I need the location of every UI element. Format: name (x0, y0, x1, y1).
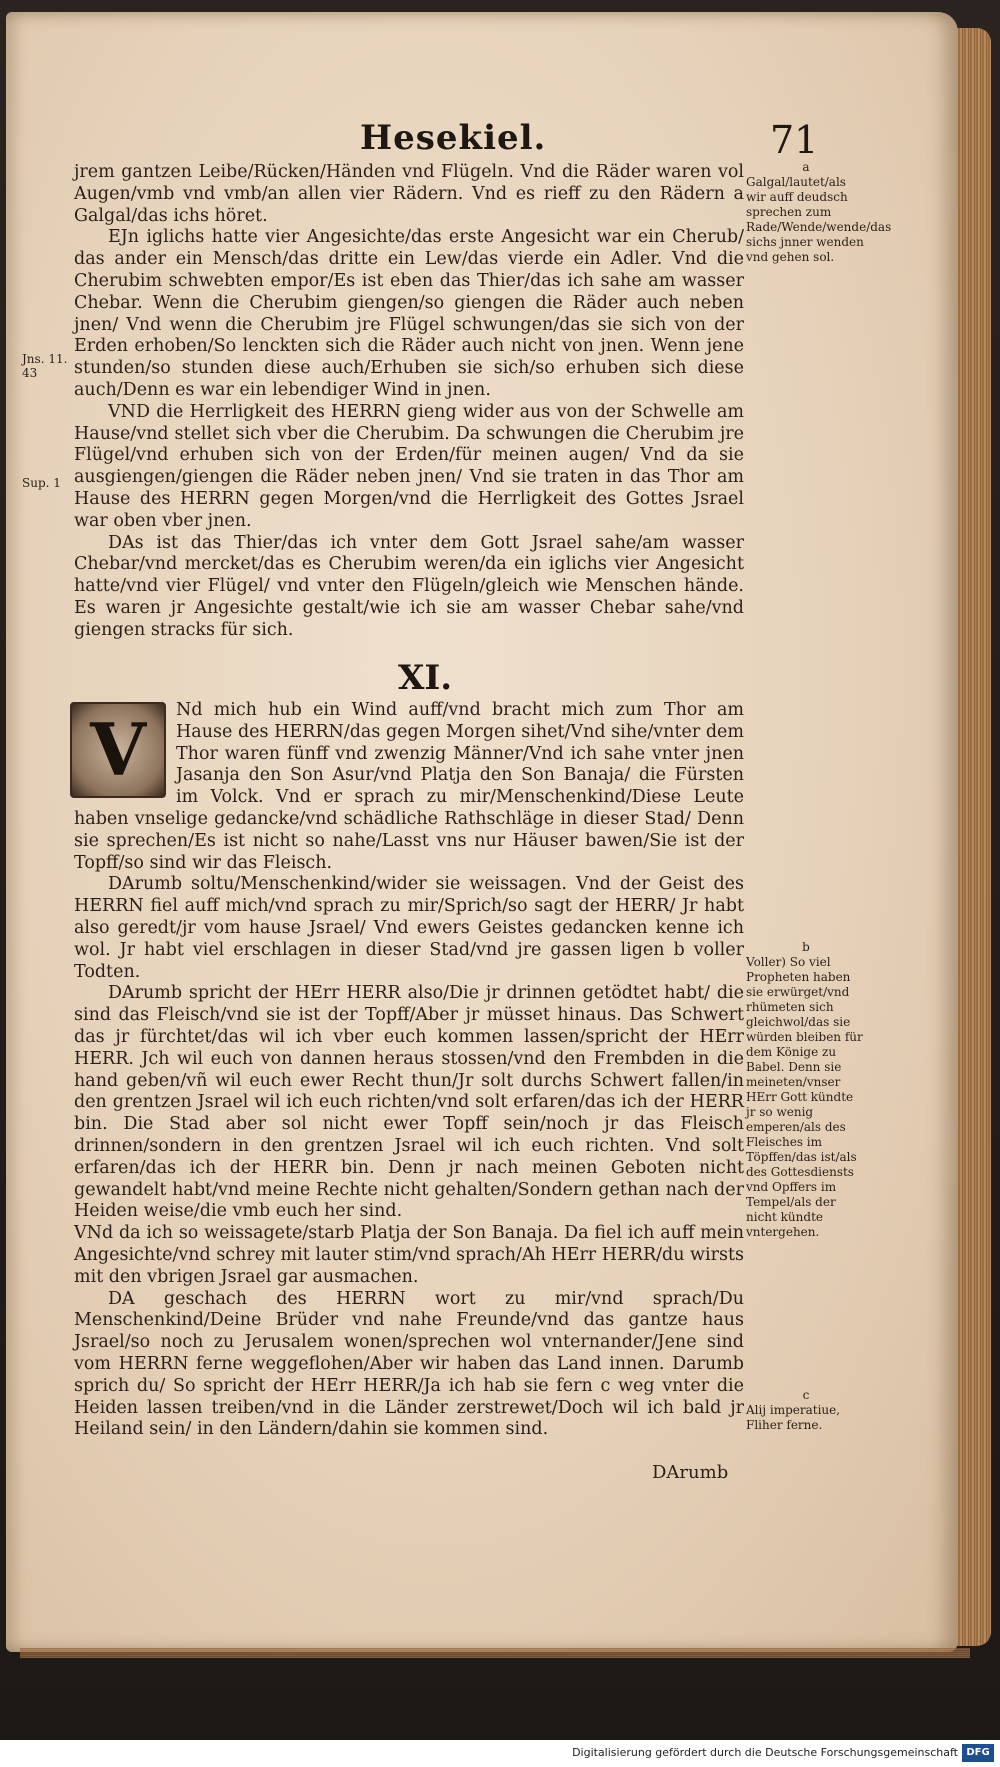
note-letter: b (802, 940, 810, 954)
note-text: Galgal/lautet/als wir auff deudsch sprechen zum Rade/Wende/wende/das sichs jnner wenden vnd gehen sol. (746, 175, 892, 264)
catchword: DArumb (652, 1462, 729, 1483)
main-text-block (74, 162, 744, 642)
paragraph: DA geschach des HERRN wort zu mir/vnd sprach/Du Menschenkind/Deine Brüder vnd nahe Freunde/vnd das gantze haus Jsrael/so noch zu Jerusalem wonen/sprechen wol vnternander/Jene sind vom HERRN ferne weggeflohen/Aber wir haben das Land innen. Darumb sprich du/ So spricht der HErr HERR/Ja ich hab sie fern c weg vnter die Heiden lassen treiben/vnd in die Länder zerstrewet/Doch wil ich bald jr Heiland sein/ in den Ländern/dahin sie kommen sind. (74, 1288, 744, 1440)
note-text: Alij imperatiue, Fliher ferne. (746, 1403, 841, 1432)
running-title: Hesekiel. (360, 118, 547, 158)
chapter-text-block (74, 700, 744, 1441)
page-number: 71 (770, 118, 819, 162)
decorated-initial: V (70, 702, 166, 798)
chapter-heading: XI. (397, 658, 453, 698)
paragraph: EJn iglichs hatte vier Angesichte/das erste Angesicht war ein Cherub/ das ander ein Mensch/das dritte ein Lew/das vierde ein Adler. Vnd die Cherubim schwebten empor/Es ist eben das Thier/das ich sahe am wasser Chebar. Wenn die Cherubim giengen/so giengen die Räder auch neben jnen/ Vnd wenn die Cherubim jre Flügel schwungen/das sie sich von der Erden erhoben/So lenckten sich die Räder auch nicht von jnen. Wenn jene stunden/so stunden diese auch/Erhuben sie sich/so erhuben sich diese auch/Denn es war ein lebendiger Wind in jnen. (74, 227, 744, 400)
margin-note-left-1: Jns. 11. 43 (22, 352, 68, 380)
note-letter: c (802, 1388, 810, 1402)
note-text: Voller) So viel Propheten haben sie erwürget/vnd rhümeten sich gleichwol/das sie würden bleiben für dem Könige zu Babel. Denn sie meineten/vnser HErr Gott kündte jr so wenig emperen/als des Fleisches im Töpffen/das ist/als des Gottesdiensts vnd Opffers im Tempel/als der nicht kündte vntergehen. (746, 955, 863, 1239)
margin-note-b (746, 940, 866, 1240)
margin-note-c (746, 1388, 866, 1433)
paragraph: DAs ist das Thier/das ich vnter dem Gott Jsrael sahe/am wasser Chebar/vnd mercket/das es Cherubim weren/da ein iglichs vier Angesicht hatte/vnd vier Flügel/ vnd vnter den Flügeln/gleich wie Menschen hände. Es waren jr Angesichte gestalt/wie ich sie am wasser Chebar sahe/vnd giengen stracks für sich. (74, 532, 744, 640)
paragraph: VND die Herrligkeit des HERRN gieng wider aus von der Schwelle am Hause/vnd stellet sich vber die Cherubim. Da schwungen die Cherubim jre Flügel/vnd erhuben sich von der Erden/für meinen augen/ Vnd da sie ausgiengen/giengen die Räder neben jnen/ Vnd sie traten in das Thor am Hause des HERRN gegen Morgen/vnd die Herrligkeit des Gottes Jsrael war oben vber jnen. (74, 401, 744, 531)
paragraph: DArumb spricht der HErr HERR also/Die jr drinnen getödtet habt/ die sind das Fleisch/vnd sie ist der Topff/Aber jr müsset hinaus. Das Schwert das jr fürchtet/das wil ich vber euch kommen lassen/spricht der HErr HERR. Jch wil euch von dannen heraus stossen/vnd den Frembden in die hand geben/vñ wil euch ewer Recht thun/Jr solt durchs Schwert fallen/in den grentzen Jsrael wil ich euch richten/vnd solt erfaren/das ich der HERR bin. Die Stad aber sol nicht ewer Topff sein/noch jr das Fleisch drinnen/sondern in den grentzen Jsrael wil ich euch richten. Vnd solt erfaren/das ich der HERR bin. Denn jr nach meinen Geboten nicht gewandelt habt/vnd meine Rechte nicht gehalten/Sondern gethan nach der Heiden weise/die vmb euch her sind. (74, 983, 744, 1222)
paragraph: jrem gantzen Leibe/Rücken/Händen vnd Flügeln. Vnd die Räder waren vol Augen/vmb vnd vmb/an allen vier Rädern. Vnd es rieff zu den Rädern a Galgal/das ichs höret. (74, 162, 744, 226)
paragraph-text: Nd mich hub ein Wind auff/vnd bracht mich zum Thor am Hause des HERRN/das gegen Morgen sihet/Vnd sihe/vnter dem Thor waren fünff vnd zwenzig Männer/Vnd ich sahe vnter jnen Jasanja den Son Asur/vnd Platja den Son Banaja/ die Fürsten im Volck. Vnd er sprach zu mir/Menschenkind/Diese Leute haben vnselige gedancke/vnd schädliche Rathschläge in dieser Stad/ Denn sie sprechen/Es ist nicht so nahe/Lasst vns nur Häuser bawen/Sie ist der Topff/so sind wir das Fleisch. (74, 700, 744, 873)
footer-bar (0, 1740, 1000, 1767)
dfg-logo: DFG (962, 1744, 994, 1762)
margin-note-left-2: Sup. 1 (22, 476, 61, 490)
margin-note-a (746, 160, 892, 265)
funding-credit: Digitalisierung gefördert durch die Deutsche Forschungsgemeinschaft (572, 1746, 958, 1759)
paragraph: VNd da ich so weissagete/starb Platja der Son Banaja. Da fiel ich auff mein Angesichte/vnd schrey mit lauter stim/vnd sprach/Ah HErr HERR/du wirsts mit den vbrigen Jsrael gar ausmachen. (74, 1223, 744, 1287)
chapter-first-paragraph (74, 700, 744, 874)
page-bottom-edge (20, 1648, 970, 1658)
note-letter: a (802, 160, 810, 174)
paragraph: DArumb soltu/Menschenkind/wider sie weissagen. Vnd der Geist des HERRN fiel auff mich/vnd sprach zu mir/Sprich/so sagt der HERR/ Jr habt also geredt/jr vom hause Jsrael/ Vnd ewers Geistes gedancken kenne ich wol. Jr habt viel erschlagen in dieser Stad/vnd jre gassen ligen b voller Todten. (74, 874, 744, 982)
